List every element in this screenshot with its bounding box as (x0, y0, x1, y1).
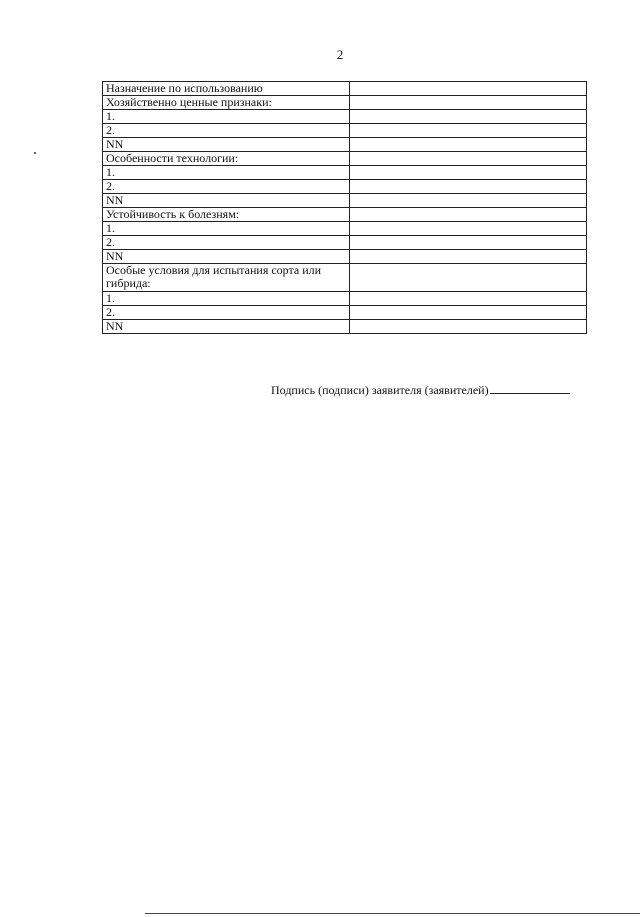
row-label: 2. (103, 306, 350, 320)
table-row (103, 96, 587, 110)
table-row (103, 264, 587, 292)
table-row (103, 124, 587, 138)
table-row (103, 222, 587, 236)
table-row (103, 166, 587, 180)
row-value-field[interactable] (350, 124, 587, 138)
row-label: 2. (103, 180, 350, 194)
table-row (103, 82, 587, 96)
table-row (103, 138, 587, 152)
row-label: NN (103, 320, 350, 334)
row-label: NN (103, 138, 350, 152)
table-row (103, 306, 587, 320)
row-label: 1. (103, 110, 350, 124)
row-label: Хозяйственно ценные признаки: (103, 96, 350, 110)
row-label: 1. (103, 292, 350, 306)
row-value-field[interactable] (350, 82, 587, 96)
row-value-field[interactable] (350, 208, 587, 222)
table-row (103, 250, 587, 264)
row-value-field[interactable] (350, 110, 587, 124)
row-label: Устойчивость к болезням: (103, 208, 350, 222)
row-label: NN (103, 250, 350, 264)
scan-edge-line (145, 913, 640, 914)
table-row (103, 320, 587, 334)
row-label: 1. (103, 222, 350, 236)
scan-mark (34, 152, 36, 154)
row-value-field[interactable] (350, 166, 587, 180)
table-row (103, 110, 587, 124)
row-label: 2. (103, 124, 350, 138)
row-value-field[interactable] (350, 194, 587, 208)
row-value-field[interactable] (350, 96, 587, 110)
row-label: Особые условия для испытания сорта или гибрида: (103, 264, 350, 292)
row-label: Особенности технологии: (103, 152, 350, 166)
row-value-field[interactable] (350, 236, 587, 250)
row-value-field[interactable] (350, 306, 587, 320)
signature-line[interactable] (490, 382, 570, 394)
row-label: NN (103, 194, 350, 208)
table-row (103, 292, 587, 306)
row-value-field[interactable] (350, 250, 587, 264)
signature-block (271, 382, 570, 398)
signature-label: Подпись (подписи) заявителя (заявителей) (271, 383, 489, 397)
row-value-field[interactable] (350, 292, 587, 306)
table-row (103, 236, 587, 250)
row-label: 1. (103, 166, 350, 180)
row-value-field[interactable] (350, 320, 587, 334)
page-number: 2 (336, 47, 344, 62)
row-value-field[interactable] (350, 152, 587, 166)
table-row (103, 208, 587, 222)
row-label: Назначение по использованию (103, 82, 350, 96)
row-value-field[interactable] (350, 222, 587, 236)
variety-info-table (102, 81, 587, 334)
table-row (103, 180, 587, 194)
row-value-field[interactable] (350, 138, 587, 152)
table-row (103, 152, 587, 166)
row-value-field[interactable] (350, 264, 587, 292)
row-value-field[interactable] (350, 180, 587, 194)
row-label: 2. (103, 236, 350, 250)
table-row (103, 194, 587, 208)
